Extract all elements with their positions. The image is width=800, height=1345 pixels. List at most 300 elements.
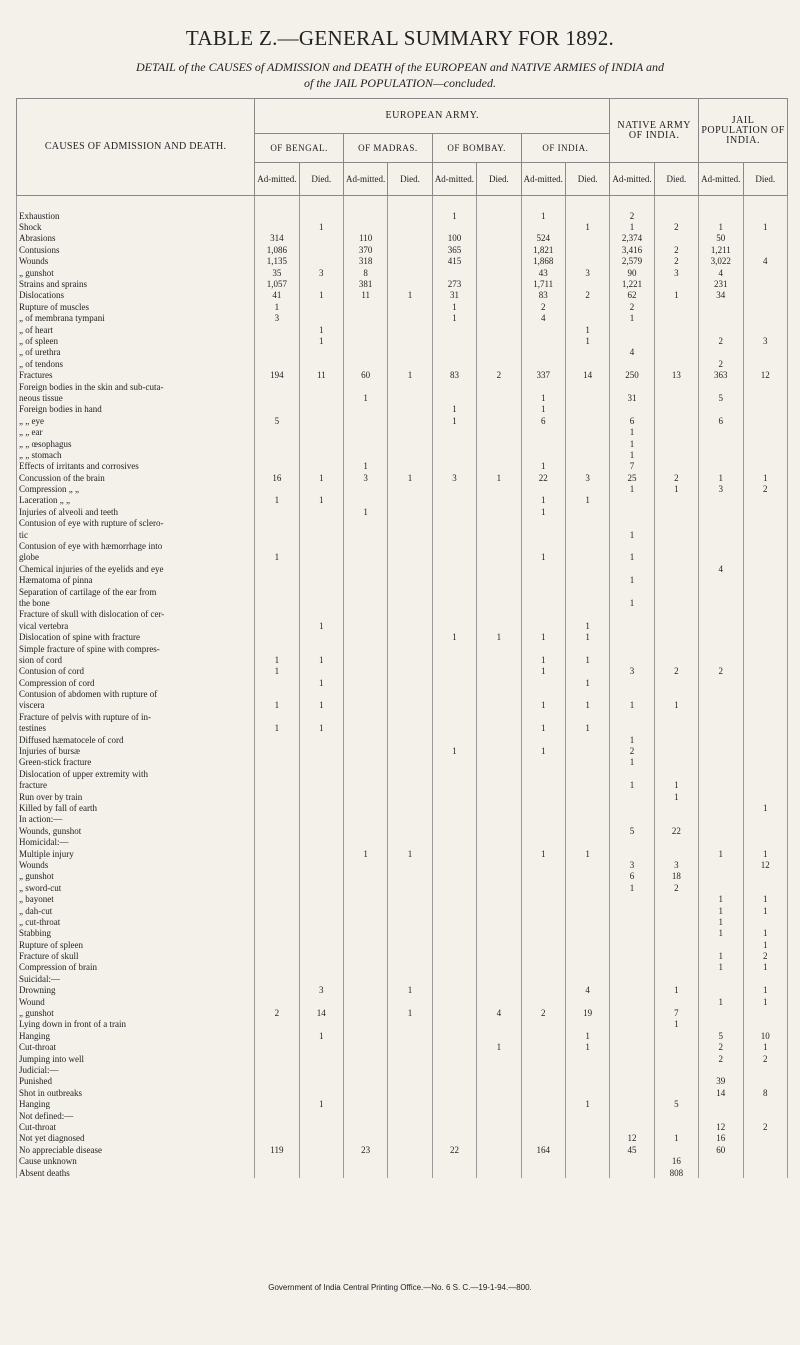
row-value [521, 677, 565, 688]
row-value [565, 893, 609, 904]
table-row [17, 392, 788, 403]
table-row [17, 233, 788, 244]
row-value [388, 358, 432, 369]
row-value [699, 313, 743, 324]
row-label: Compression „ „ [17, 483, 255, 494]
row-value [432, 461, 476, 472]
row-value [299, 461, 343, 472]
row-value [565, 905, 609, 916]
table-row [17, 677, 788, 688]
row-value [343, 802, 387, 813]
page-subtitle-line2: of the JAIL POPULATION—concluded. [304, 76, 496, 90]
row-value [299, 256, 343, 267]
row-value: 381 [343, 278, 387, 289]
row-value [610, 381, 654, 392]
row-value [610, 893, 654, 904]
row-value [743, 495, 788, 506]
row-value [565, 1144, 609, 1155]
row-value [343, 780, 387, 791]
row-value [521, 449, 565, 460]
row-value: 1 [521, 495, 565, 506]
row-value [477, 723, 521, 734]
row-value: 1 [699, 893, 743, 904]
table-row [17, 939, 788, 950]
row-value [255, 1030, 299, 1041]
row-value [432, 893, 476, 904]
row-value [477, 745, 521, 756]
row-value [477, 666, 521, 677]
row-value [255, 836, 299, 847]
header-native-army: NATIVE ARMY OF INDIA. [610, 99, 699, 163]
row-value [432, 654, 476, 665]
row-value [299, 893, 343, 904]
printer-imprint: Government of India Central Printing Office.—No. 6 S. C.—19-1-94.—800. [268, 1283, 532, 1292]
row-value [654, 939, 698, 950]
row-value [343, 540, 387, 551]
row-value [654, 723, 698, 734]
row-value [255, 597, 299, 608]
row-value: 3,416 [610, 244, 654, 255]
table-row [17, 848, 788, 859]
row-value [610, 677, 654, 688]
table-row [17, 256, 788, 267]
row-value [743, 381, 788, 392]
row-value [743, 1098, 788, 1109]
row-value [699, 973, 743, 984]
row-value [610, 1155, 654, 1166]
row-value [654, 848, 698, 859]
row-value [699, 711, 743, 722]
row-value [565, 552, 609, 563]
row-value [299, 780, 343, 791]
row-value: 1 [654, 1133, 698, 1144]
row-value [477, 985, 521, 996]
table-row [17, 973, 788, 984]
row-value [477, 1076, 521, 1087]
table-row [17, 290, 788, 301]
row-value [521, 905, 565, 916]
row-value: 3 [343, 472, 387, 483]
row-value [255, 711, 299, 722]
row-value: 1,221 [610, 278, 654, 289]
row-label: Abrasions [17, 233, 255, 244]
table-row [17, 1155, 788, 1166]
row-label: Fracture of pelvis with rupture of in- [17, 711, 255, 722]
row-value: 363 [699, 369, 743, 380]
row-label: Effects of irritants and corrosives [17, 461, 255, 472]
row-value: 1 [299, 654, 343, 665]
row-value [477, 1087, 521, 1098]
row-value [699, 210, 743, 221]
row-value [388, 1167, 432, 1178]
row-value [654, 381, 698, 392]
row-value: 12 [743, 369, 788, 380]
row-value [388, 905, 432, 916]
row-label: „ „ stomach [17, 449, 255, 460]
row-value [388, 256, 432, 267]
row-value: 2 [610, 210, 654, 221]
row-value [299, 1121, 343, 1132]
row-value [388, 745, 432, 756]
row-value [477, 404, 521, 415]
row-value [565, 518, 609, 529]
row-value: 1 [565, 700, 609, 711]
row-value [343, 529, 387, 540]
row-value [743, 278, 788, 289]
row-value: 22 [654, 825, 698, 836]
row-value [743, 426, 788, 437]
row-value: 4 [743, 256, 788, 267]
row-value [388, 381, 432, 392]
row-label: tic [17, 529, 255, 540]
table-row [17, 563, 788, 574]
row-value [432, 1019, 476, 1030]
row-value [388, 609, 432, 620]
row-value [388, 962, 432, 973]
header-bengal: OF BENGAL. [255, 134, 344, 163]
row-value [388, 426, 432, 437]
row-value [610, 586, 654, 597]
row-value [343, 1064, 387, 1075]
row-value [699, 1019, 743, 1030]
row-value: 273 [432, 278, 476, 289]
row-value [610, 1042, 654, 1053]
row-value: 43 [521, 267, 565, 278]
row-value [388, 1087, 432, 1098]
row-value [565, 1155, 609, 1166]
row-value: 1 [565, 677, 609, 688]
row-value [388, 643, 432, 654]
row-value [432, 814, 476, 825]
row-value [743, 301, 788, 312]
row-value [521, 563, 565, 574]
table-row [17, 1076, 788, 1087]
row-value [654, 1064, 698, 1075]
row-value [299, 1144, 343, 1155]
row-value [699, 461, 743, 472]
row-value [388, 734, 432, 745]
row-value [477, 757, 521, 768]
row-value [743, 358, 788, 369]
row-value [565, 688, 609, 699]
row-value [565, 939, 609, 950]
row-value: 250 [610, 369, 654, 380]
row-value [477, 233, 521, 244]
row-value [432, 836, 476, 847]
row-value [699, 780, 743, 791]
row-label: Multiple injury [17, 848, 255, 859]
header-died: Died. [565, 163, 609, 196]
row-value: 7 [654, 1007, 698, 1018]
row-value [699, 882, 743, 893]
row-value: 6 [699, 415, 743, 426]
row-value [255, 757, 299, 768]
row-value [654, 529, 698, 540]
table-row [17, 666, 788, 677]
row-value [432, 1110, 476, 1121]
row-value [343, 893, 387, 904]
row-value [299, 802, 343, 813]
row-value [477, 654, 521, 665]
row-value [610, 768, 654, 779]
row-value [432, 483, 476, 494]
row-value [743, 791, 788, 802]
row-value [610, 540, 654, 551]
row-value [477, 1030, 521, 1041]
row-value [299, 404, 343, 415]
row-value [565, 540, 609, 551]
row-value: 2,579 [610, 256, 654, 267]
row-value [699, 825, 743, 836]
row-value [477, 916, 521, 927]
row-value [521, 1167, 565, 1178]
row-value [432, 723, 476, 734]
table-row [17, 802, 788, 813]
row-value [743, 597, 788, 608]
header-admitted: Ad-mitted. [610, 163, 654, 196]
table-row [17, 745, 788, 756]
row-label: Exhaustion [17, 210, 255, 221]
row-value [610, 1030, 654, 1041]
row-value [477, 586, 521, 597]
row-value [521, 1155, 565, 1166]
row-value [654, 597, 698, 608]
row-value: 1 [343, 848, 387, 859]
row-value [565, 506, 609, 517]
row-value [299, 1167, 343, 1178]
row-value [743, 563, 788, 574]
row-label: Run over by train [17, 791, 255, 802]
row-label: Shot in outbreaks [17, 1087, 255, 1098]
row-value [255, 324, 299, 335]
row-value [388, 518, 432, 529]
row-value: 1,821 [521, 244, 565, 255]
row-label: Rupture of spleen [17, 939, 255, 950]
row-value: 1 [255, 552, 299, 563]
row-value [743, 666, 788, 677]
row-value [654, 233, 698, 244]
row-value [432, 928, 476, 939]
row-value [699, 552, 743, 563]
row-value [388, 939, 432, 950]
row-value [477, 483, 521, 494]
row-value [343, 1155, 387, 1166]
row-value: 1 [299, 1030, 343, 1041]
row-label: Hanging [17, 1030, 255, 1041]
row-value [432, 221, 476, 232]
row-value [565, 210, 609, 221]
row-value [299, 814, 343, 825]
table-row [17, 1121, 788, 1132]
row-label: Dislocation of spine with fracture [17, 631, 255, 642]
row-value [299, 950, 343, 961]
row-value: 83 [521, 290, 565, 301]
row-value: 39 [699, 1076, 743, 1087]
row-value [255, 688, 299, 699]
row-value [521, 928, 565, 939]
table-body [17, 196, 788, 1179]
header-died: Died. [388, 163, 432, 196]
row-value [565, 1167, 609, 1178]
row-label: „ gunshot [17, 1007, 255, 1018]
row-value [610, 939, 654, 950]
row-value: 2 [565, 290, 609, 301]
row-value [299, 848, 343, 859]
row-label: „ „ œsophagus [17, 438, 255, 449]
row-label: Injuries of bursæ [17, 745, 255, 756]
row-value [388, 483, 432, 494]
row-label: Compression of brain [17, 962, 255, 973]
row-value: 22 [521, 472, 565, 483]
row-value: 808 [654, 1167, 698, 1178]
row-value [610, 928, 654, 939]
row-value: 1 [388, 848, 432, 859]
row-value: 1 [699, 996, 743, 1007]
row-value [432, 1030, 476, 1041]
row-value [255, 871, 299, 882]
row-value [299, 563, 343, 574]
row-value: 25 [610, 472, 654, 483]
row-value [654, 415, 698, 426]
row-value [743, 404, 788, 415]
row-value [521, 221, 565, 232]
row-value [477, 643, 521, 654]
row-value [299, 666, 343, 677]
row-value [255, 1155, 299, 1166]
row-value: 1 [565, 654, 609, 665]
row-value [388, 1144, 432, 1155]
row-label: Foreign bodies in the skin and sub-cuta- [17, 381, 255, 392]
table-row [17, 301, 788, 312]
row-value [432, 449, 476, 460]
row-value [388, 1042, 432, 1053]
row-value [610, 654, 654, 665]
row-value: 16 [255, 472, 299, 483]
row-value [565, 871, 609, 882]
row-value: 5 [654, 1098, 698, 1109]
row-value [699, 1064, 743, 1075]
row-value [432, 540, 476, 551]
row-value [477, 700, 521, 711]
row-value [343, 745, 387, 756]
row-value [699, 859, 743, 870]
row-value: 1 [699, 928, 743, 939]
row-value [743, 244, 788, 255]
row-value [610, 916, 654, 927]
row-value: 5 [610, 825, 654, 836]
row-value [299, 939, 343, 950]
row-value: 3 [255, 313, 299, 324]
row-value: 1 [654, 483, 698, 494]
row-value [699, 347, 743, 358]
row-value [299, 836, 343, 847]
table-row [17, 347, 788, 358]
row-value [699, 939, 743, 950]
row-value [477, 950, 521, 961]
row-value [521, 985, 565, 996]
row-value [521, 620, 565, 631]
row-value [477, 301, 521, 312]
row-value [654, 426, 698, 437]
row-value [255, 518, 299, 529]
row-value [388, 267, 432, 278]
row-value: 1 [388, 1007, 432, 1018]
row-value [343, 1110, 387, 1121]
row-value: 12 [699, 1121, 743, 1132]
row-label: testines [17, 723, 255, 734]
table-row [17, 654, 788, 665]
row-value [255, 381, 299, 392]
row-value: 1 [699, 221, 743, 232]
row-label: Suicidal:— [17, 973, 255, 984]
row-value [610, 905, 654, 916]
row-value: 1 [521, 745, 565, 756]
row-value: 12 [610, 1133, 654, 1144]
row-value: 1 [388, 472, 432, 483]
row-value [654, 1053, 698, 1064]
row-label: Dislocations [17, 290, 255, 301]
row-label: neous tissue [17, 392, 255, 403]
table-row [17, 575, 788, 586]
row-value: 1 [610, 483, 654, 494]
row-value [255, 1133, 299, 1144]
row-value [343, 928, 387, 939]
row-value [255, 677, 299, 688]
row-value [432, 335, 476, 346]
table-row [17, 381, 788, 392]
row-label: Foreign bodies in hand [17, 404, 255, 415]
row-value [743, 677, 788, 688]
row-label: Hanging [17, 1098, 255, 1109]
table-row [17, 1133, 788, 1144]
row-value [343, 404, 387, 415]
row-value: 1 [699, 472, 743, 483]
row-value [255, 529, 299, 540]
row-value [299, 871, 343, 882]
row-value [255, 461, 299, 472]
row-value [521, 335, 565, 346]
row-value [299, 483, 343, 494]
row-value [743, 871, 788, 882]
summary-table [16, 98, 788, 1178]
row-value: 10 [743, 1030, 788, 1041]
row-value: 365 [432, 244, 476, 255]
row-value: 1 [255, 700, 299, 711]
row-value [432, 552, 476, 563]
row-value [477, 609, 521, 620]
row-value: 1 [477, 631, 521, 642]
row-value [299, 438, 343, 449]
row-value [743, 518, 788, 529]
row-value: 1 [521, 666, 565, 677]
row-value: 1 [699, 962, 743, 973]
row-value: 1 [610, 780, 654, 791]
row-label: Injuries of alveoli and teeth [17, 506, 255, 517]
row-value: 16 [699, 1133, 743, 1144]
table-row [17, 871, 788, 882]
row-label: „ cut-throat [17, 916, 255, 927]
row-value [343, 859, 387, 870]
row-value [743, 438, 788, 449]
row-value [521, 643, 565, 654]
row-value: 5 [699, 392, 743, 403]
page-subtitle-line1: DETAIL of the CAUSES of ADMISSION and DEATH of the EUROPEAN and NATIVE ARMIES of INDIA and [136, 60, 664, 74]
row-value: 1 [565, 221, 609, 232]
row-value [388, 916, 432, 927]
row-value [610, 335, 654, 346]
row-value [388, 1030, 432, 1041]
row-value [565, 1053, 609, 1064]
